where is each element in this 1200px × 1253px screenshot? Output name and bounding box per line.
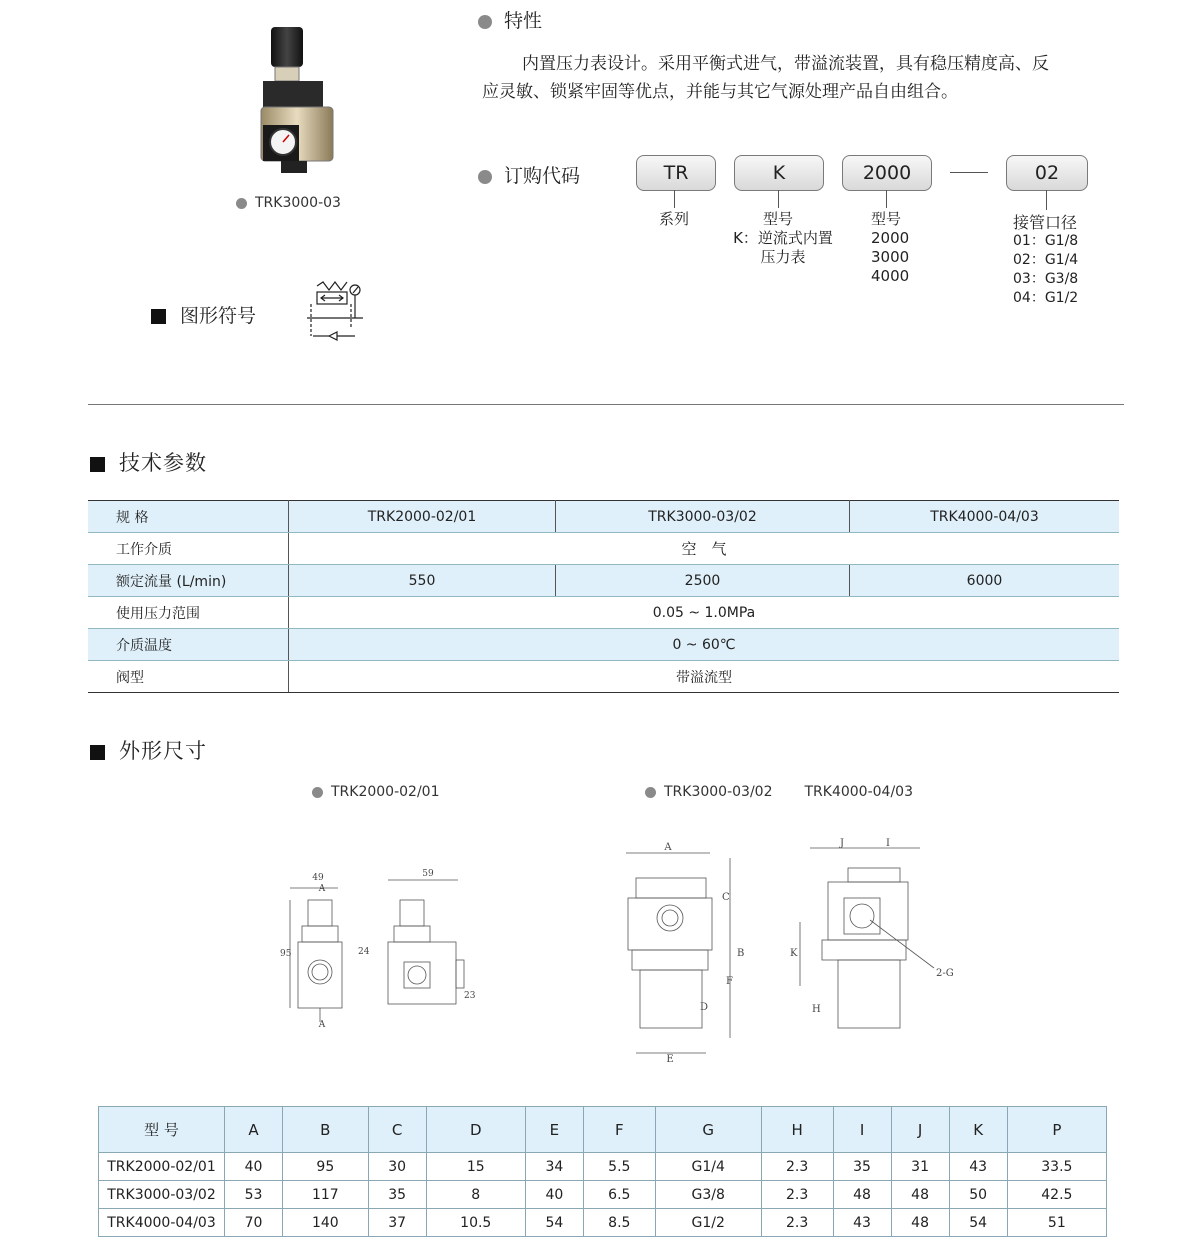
symbol-heading: 图形符号 [151,301,256,328]
port-label: 接管口径 01：G1/8 02：G1/4 03：G3/8 04：G1/2 [1013,213,1079,306]
regulator-symbol-icon [303,278,367,346]
code-box-series: TR [636,155,716,191]
section-divider [88,404,1124,405]
spec-row: 额定流量 (L/min) 550 2500 6000 [88,565,1119,597]
dim-label-h: H [812,1004,821,1015]
code-connector [1046,190,1047,210]
bullet-icon [645,787,656,798]
product-photo [255,22,345,177]
dim-label-2g: 2-G [936,968,954,979]
dimensions-heading: 外形尺寸 [90,735,207,765]
model-label: 型号 2000 3000 4000 [871,210,910,285]
type-label: 型号 [762,210,793,228]
features-text-line-1: 内置压力表设计。采用平衡式进气，带溢流装置，具有稳压精度高、反 [522,54,1049,74]
square-bullet-icon [90,745,105,760]
bullet-icon [478,15,492,29]
bullet-icon [312,787,323,798]
dimension-table [98,1106,1107,1237]
series-label: 系列 [658,210,689,228]
spec-table [88,500,1119,693]
dim-label-b: B [737,948,745,959]
code-connector [886,190,887,208]
bullet-icon [478,170,492,184]
dim-label-23: 23 [464,991,476,1001]
code-box-port: 02 [1006,155,1088,191]
order-code-heading: 订购代码 [478,161,580,188]
photo-caption: TRK3000-03 [236,195,341,211]
dim-label-a: A [318,884,326,894]
code-dash [950,172,988,173]
dim-label-49: 49 [312,873,324,883]
dim-label-59: 59 [422,869,434,879]
dim-label-e: E [666,1054,674,1065]
spec-row: 规 格 TRK2000-02/01 TRK3000-03/02 TRK4000-04/03 [88,501,1119,533]
table-row: TRK4000-04/03 70 140 37 10.5 54 8.5 G1/2 2.3 43 48 54 51 [99,1209,1107,1237]
type-desc: K：逆流式内置 压力表 [733,229,833,266]
square-bullet-icon [151,309,166,324]
dim-label-i: I [886,838,890,849]
table-row: TRK3000-03/02 53 117 35 8 40 6.5 G3/8 2.3 48 48 50 42.5 [99,1181,1107,1209]
dimension-table-header: 型 号 A B C D E F G H I J K P [99,1107,1107,1153]
dim-label-95: 95 [280,949,292,959]
code-connector [674,190,675,208]
dim-label-f: F [726,976,733,987]
spec-row: 使用压力范围 0.05 ~ 1.0MPa [88,597,1119,629]
dim-label-k: K [790,948,798,959]
drawing-trk3000-4000 [600,838,960,1068]
dim-label-a-large: A [664,842,672,853]
code-box-model: 2000 [842,155,932,191]
square-bullet-icon [90,457,105,472]
features-heading: 特性 [478,6,542,33]
spec-row: 介质温度 0 ~ 60℃ [88,629,1119,661]
dim-label-24: 24 [358,947,370,957]
table-row: TRK2000-02/01 40 95 30 15 34 5.5 G1/4 2.3 35 31 43 33.5 [99,1153,1107,1181]
bullet-icon [236,198,247,209]
drawing-trk2000 [278,862,478,1037]
dim-label-c: C [722,892,730,903]
code-box-type: K [734,155,824,191]
drawing-caption-left: TRK2000-02/01 [312,784,440,800]
specs-heading: 技术参数 [90,447,207,477]
features-text-line-2: 应灵敏、锁紧牢固等优点，并能与其它气源处理产品自由组合。 [482,82,958,102]
dim-label-j: J [840,838,845,849]
dim-label-a-bottom: A [318,1020,326,1030]
spec-row: 阀型 带溢流型 [88,661,1119,693]
spec-row: 工作介质 空 气 [88,533,1119,565]
code-connector [778,190,779,208]
dim-label-d: D [700,1002,709,1013]
drawing-caption-right: TRK3000-03/02 TRK4000-04/03 [645,784,913,800]
